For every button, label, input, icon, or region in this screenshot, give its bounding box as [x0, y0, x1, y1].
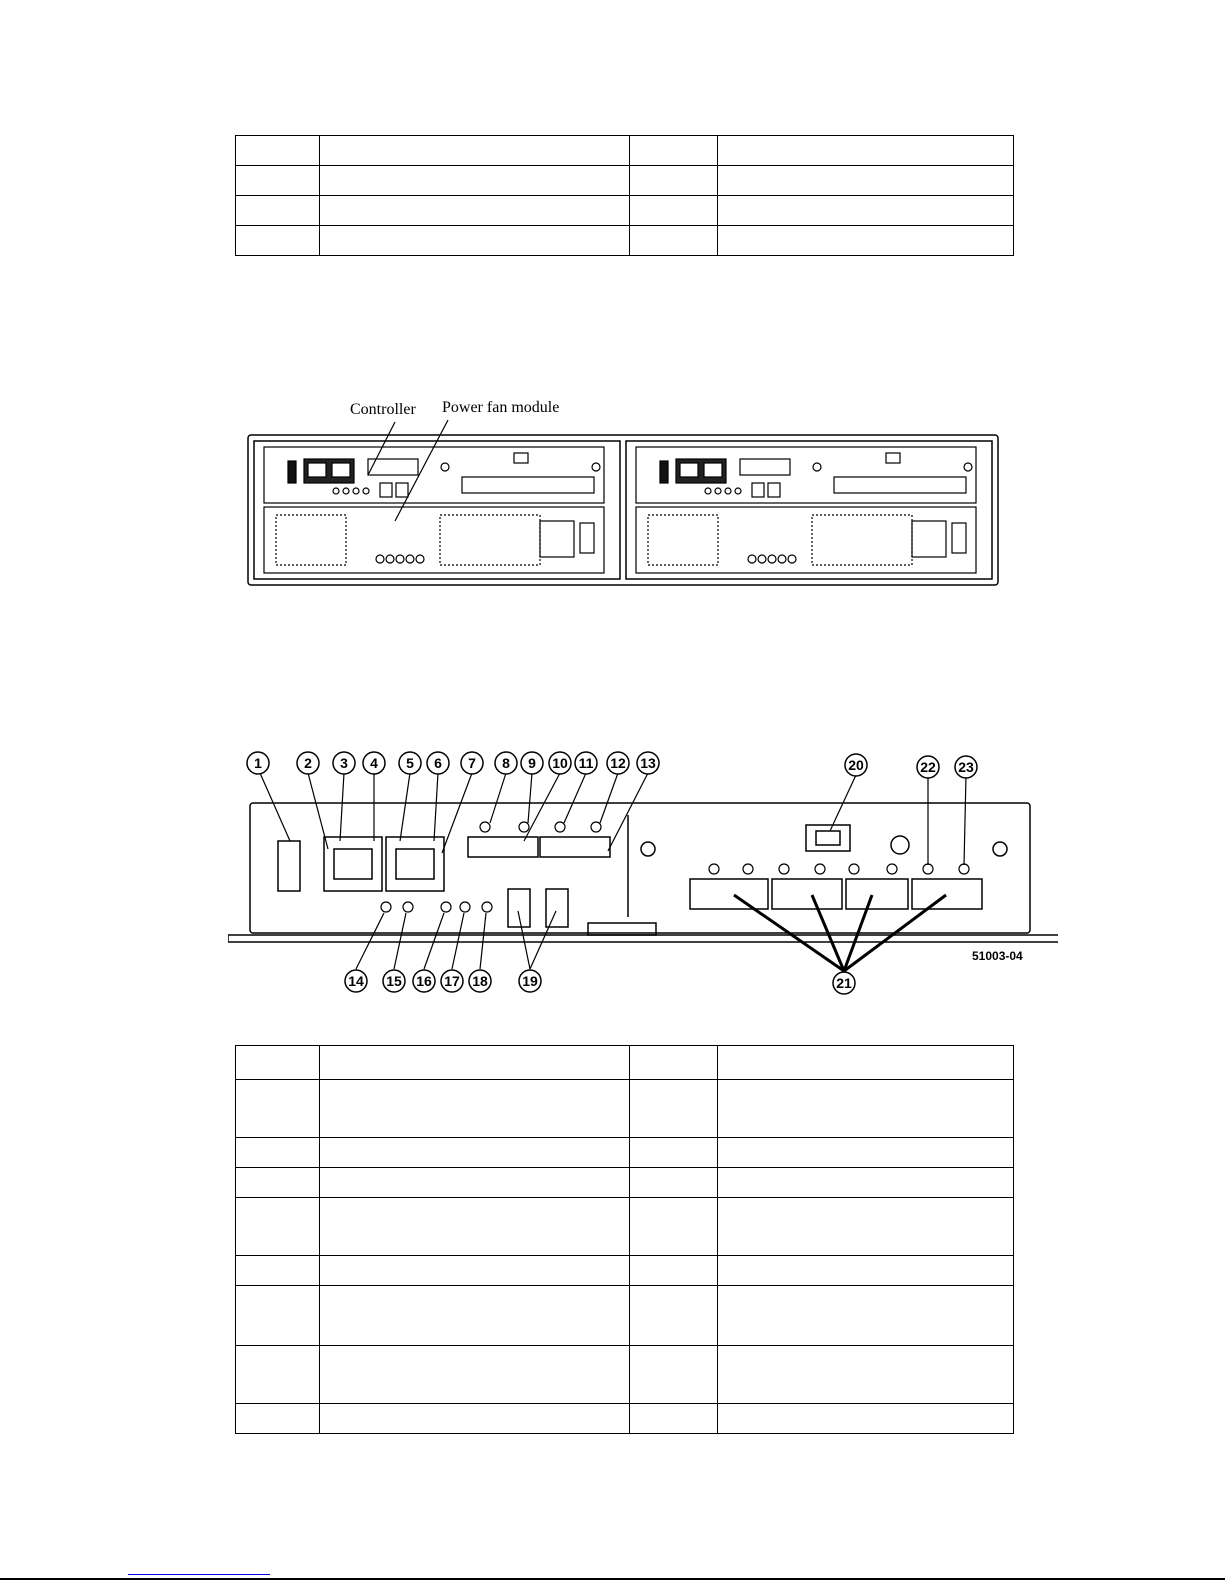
callout-18	[469, 970, 491, 992]
controller-callout-figure	[228, 745, 1058, 1005]
svg-text:15: 15	[386, 973, 402, 989]
callout-21	[833, 972, 855, 994]
callout-5	[399, 752, 421, 774]
table-row	[236, 226, 1014, 256]
callout-15	[383, 970, 405, 992]
svg-text:6: 6	[434, 755, 442, 771]
callout-17	[441, 970, 463, 992]
controller-unit-right	[636, 447, 976, 573]
table-row	[236, 1286, 1014, 1346]
table-row	[236, 1138, 1014, 1168]
callout-23	[955, 756, 977, 778]
callout-6	[427, 752, 449, 774]
callout-12	[607, 752, 629, 774]
callout-7	[461, 752, 483, 774]
controller-unit-left	[264, 447, 604, 573]
callout-10	[549, 752, 571, 774]
table-row	[236, 1080, 1014, 1138]
svg-text:23: 23	[958, 759, 974, 775]
svg-text:9: 9	[528, 755, 536, 771]
table-row	[236, 1346, 1014, 1404]
callout-4	[363, 752, 385, 774]
controller-label: Controller	[350, 401, 416, 418]
svg-text:19: 19	[522, 973, 538, 989]
svg-text:5: 5	[406, 755, 414, 771]
svg-text:16: 16	[416, 973, 432, 989]
callout-9	[521, 752, 543, 774]
svg-text:12: 12	[610, 755, 626, 771]
svg-text:7: 7	[468, 755, 476, 771]
svg-text:18: 18	[472, 973, 488, 989]
callout-19	[519, 970, 541, 992]
callout-13	[637, 752, 659, 774]
table-row	[236, 136, 1014, 166]
table-row	[236, 1256, 1014, 1286]
callout-3	[333, 752, 355, 774]
svg-text:8: 8	[502, 755, 510, 771]
svg-text:4: 4	[370, 755, 378, 771]
svg-text:14: 14	[348, 973, 364, 989]
callout-8	[495, 752, 517, 774]
power-fan-module-label: Power fan module	[442, 399, 560, 416]
callout-2	[297, 752, 319, 774]
svg-text:10: 10	[552, 755, 568, 771]
top-table	[235, 135, 1014, 256]
rear-view-figure	[240, 395, 1010, 595]
table-row	[236, 1404, 1014, 1434]
table-row	[236, 1198, 1014, 1256]
callout-11	[575, 752, 597, 774]
bottom-table	[235, 1045, 1014, 1434]
callout-22	[917, 756, 939, 778]
svg-text:11: 11	[578, 755, 594, 771]
table-row	[236, 1168, 1014, 1198]
svg-text:17: 17	[444, 973, 460, 989]
footer-link-underline[interactable]	[128, 1574, 270, 1575]
svg-text:2: 2	[304, 755, 312, 771]
svg-text:13: 13	[640, 755, 656, 771]
svg-text:21: 21	[836, 975, 852, 991]
svg-text:1: 1	[254, 755, 262, 771]
table-row	[236, 1046, 1014, 1080]
footer-rule	[0, 1578, 1225, 1580]
table-row	[236, 166, 1014, 196]
callout-1	[247, 752, 269, 774]
svg-text:22: 22	[920, 759, 936, 775]
callout-20	[845, 754, 867, 776]
svg-text:20: 20	[848, 757, 864, 773]
table-row	[236, 196, 1014, 226]
callout-14	[345, 970, 367, 992]
svg-text:3: 3	[340, 755, 348, 771]
callout-16	[413, 970, 435, 992]
part-number: 51003-04	[972, 949, 1023, 963]
